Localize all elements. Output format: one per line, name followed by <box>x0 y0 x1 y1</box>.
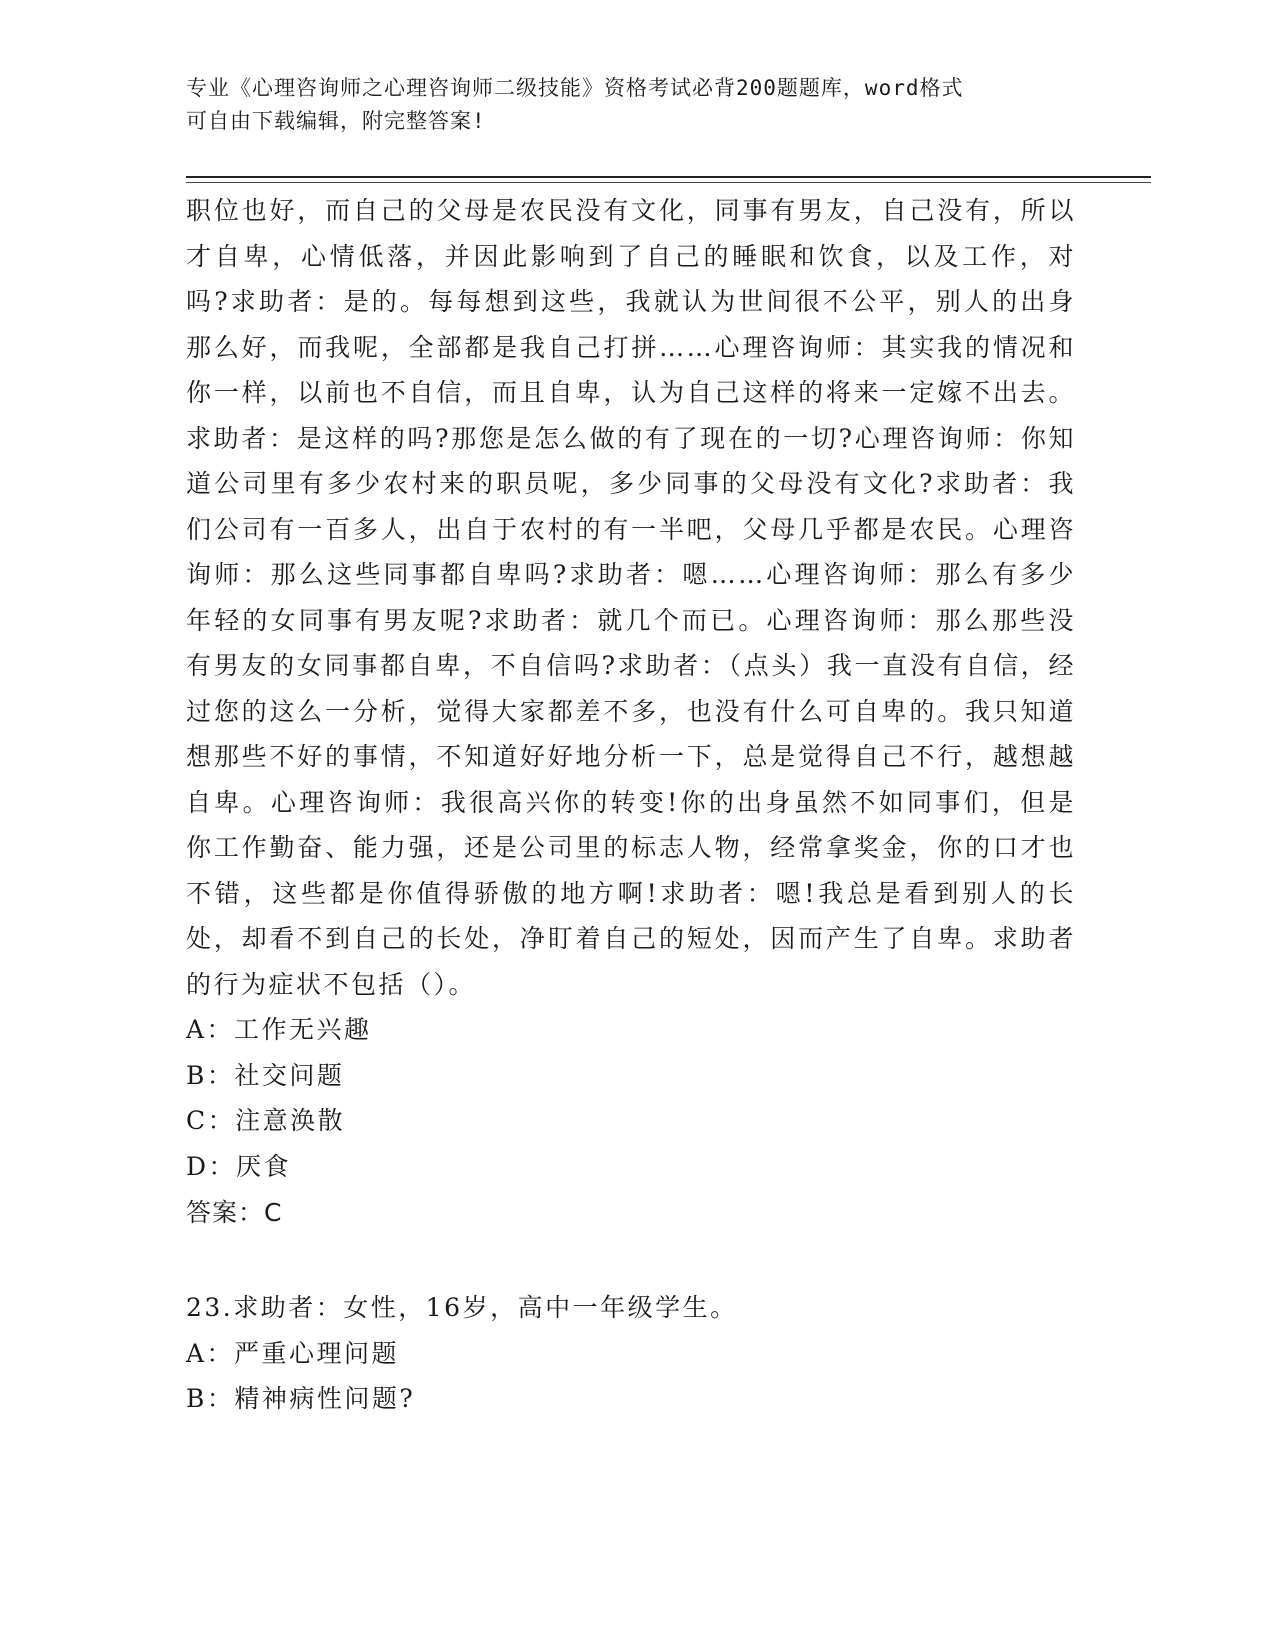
question-23-stem: 23.求助者：女性，16岁，高中一年级学生。 <box>186 1293 738 1322</box>
question-22-option-a: A：工作无兴趣 <box>186 1015 372 1044</box>
header-title-line-1: 专业《心理咨询师之心理咨询师二级技能》资格考试必背200题题库，word格式 <box>186 76 964 100</box>
question-22-option-d: D：厌食 <box>186 1151 292 1181</box>
question-23-option-a: A：严重心理问题 <box>186 1338 400 1368</box>
page-header <box>186 72 1066 138</box>
document-body <box>186 188 1076 1422</box>
question-22-option-b: B：社交问题 <box>186 1060 345 1090</box>
question-spacer <box>186 1237 1076 1285</box>
header-divider-thick <box>186 176 1151 178</box>
question-22-stem: 职位也好，而自己的父母是农民没有文化，同事有男友，自己没有，所以才自卑，心情低落，并因此影响到了自己的睡眠和饮食，以及工作，对吗?求助者：是的。每每想到这些，我就认为世间很不公平，别人的出身那么好，而我呢，全部都是我自己打拼……心理咨询师：其实我的情况和你一样，以前也不自信，而且自卑，认为自己这样的将来一定嫁不出去。求助者：是这样的吗?那您是怎么做的有了现在的一切?心理咨询师：你知道公司里有多少农村来的职员呢，多少同事的父母没有文化?求助者：我们公司有一百多人，出自于农村的有一半吧，父母几乎都是农民。心理咨询师：那么这些同事都自卑吗?求助者：嗯……心理咨询师：那么有多少年轻的女同事有男友呢?求助者：就几个而已。心理咨询师：那么那些没有男友的女同事都自卑，不自信吗?求助者：（点头）我一直没有自信，经过您的这么一分析，觉得大家都差不多，也没有什么可自卑的。我只知道想那些不好的事情，不知道好好地分析一下，总是觉得自己不行，越想越自卑。心理咨询师：我很高兴你的转变!你的出身虽然不如同事们，但是你工作勤奋、能力强，还是公司里的标志人物，经常拿奖金，你的口才也不错，这些都是你值得骄傲的地方啊!求助者：嗯!我总是看到别人的长处，却看不到自己的长处，净盯着自己的短处，因而产生了自卑。求助者的行为症状不包括（）。 <box>186 196 1076 999</box>
header-divider-thin <box>186 182 1151 183</box>
header-title-line-2: 可自由下载编辑，附完整答案! <box>186 109 486 133</box>
question-22-option-c: C：注意涣散 <box>186 1106 346 1135</box>
question-22-answer: 答案：C <box>186 1198 283 1227</box>
question-23-option-b: B：精神病性问题? <box>186 1384 416 1413</box>
